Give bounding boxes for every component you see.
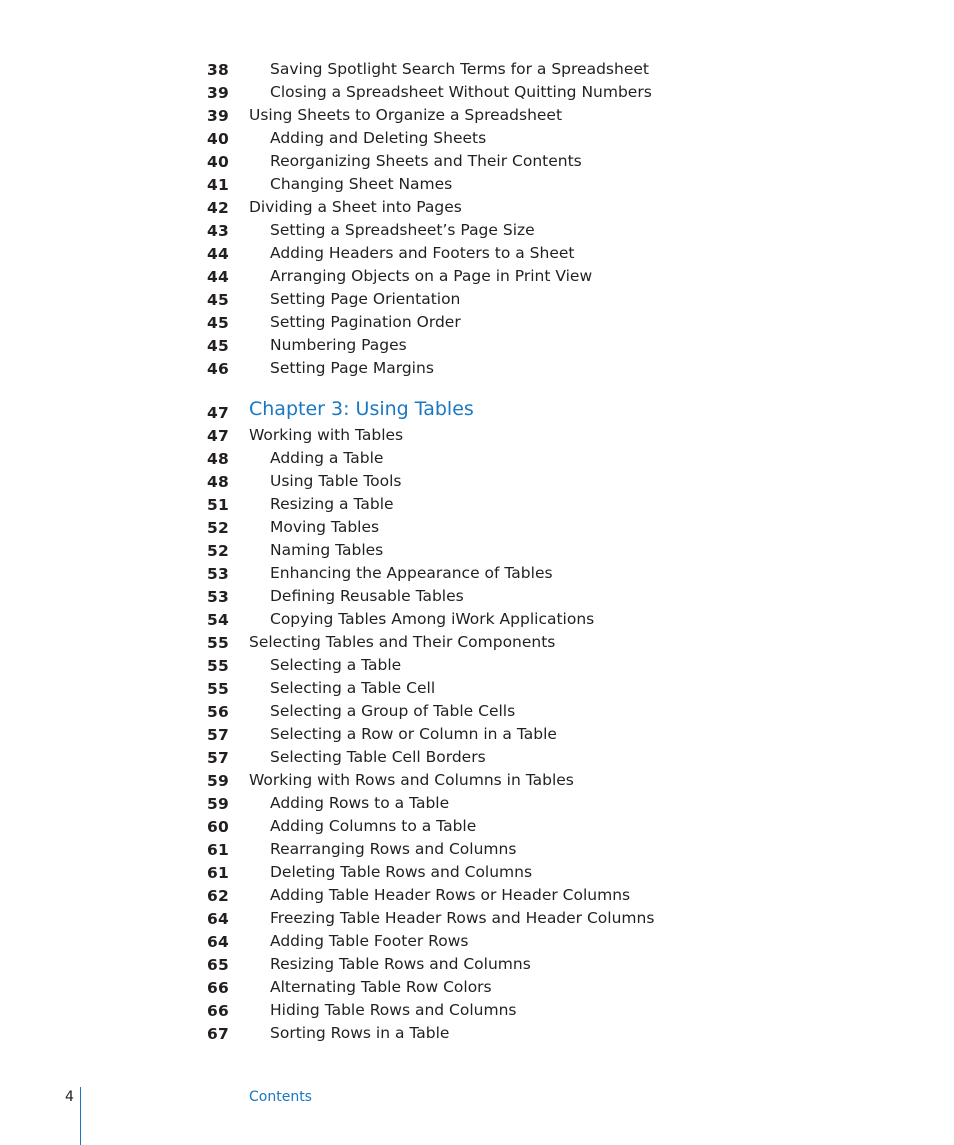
toc-entry[interactable] [0,608,954,631]
toc-entry[interactable] [0,953,954,976]
toc-entry-title: Adding Rows to a Table [270,794,450,812]
toc-entry-title: Hiding Table Rows and Columns [270,1001,517,1019]
toc-entry-title: Changing Sheet Names [270,175,453,193]
toc-entry[interactable] [0,677,954,700]
toc-entry-title: Adding Table Footer Rows [270,932,469,950]
toc-entry-title: Deleting Table Rows and Columns [270,863,533,881]
toc-entry-title: Working with Tables [249,426,404,444]
toc-page-number: 61 [207,841,229,859]
footer-page-number: 4 [65,1089,74,1105]
toc-page-number: 44 [207,245,229,263]
toc-entry[interactable] [0,127,954,150]
toc-page-number: 43 [207,222,229,240]
toc-entry[interactable] [0,334,954,357]
toc-page-number: 67 [207,1025,229,1043]
toc-entry-title: Adding Headers and Footers to a Sheet [270,244,575,262]
toc-section-entry[interactable] [0,104,954,127]
toc-entry-title: Arranging Objects on a Page in Print View [270,267,593,285]
toc-entry[interactable] [0,265,954,288]
toc-entry-title: Selecting a Row or Column in a Table [270,725,557,743]
toc-entry-title: Naming Tables [270,541,384,559]
toc-entry-title: Rearranging Rows and Columns [270,840,517,858]
toc-page-number: 45 [207,337,229,355]
toc-entry-title: Adding Table Header Rows or Header Columns [270,886,631,904]
toc-entry[interactable] [0,447,954,470]
toc-entry-title: Using Table Tools [270,472,402,490]
toc-entry-title: Moving Tables [270,518,380,536]
toc-entry-title: Using Sheets to Organize a Spreadsheet [249,106,563,124]
toc-page-number: 59 [207,772,229,790]
toc-section-entry[interactable] [0,769,954,792]
toc-page-number: 47 [207,427,229,445]
toc-page-number: 55 [207,657,229,675]
toc-page-number: 60 [207,818,229,836]
toc-page-number: 42 [207,199,229,217]
toc-section-entry[interactable] [0,196,954,219]
toc-entry[interactable] [0,585,954,608]
toc-entry[interactable] [0,539,954,562]
toc-page-number: 41 [207,176,229,194]
toc-page-number: 53 [207,565,229,583]
toc-entry-title: Selecting a Group of Table Cells [270,702,516,720]
toc-entry[interactable] [0,150,954,173]
toc-entry-title: Setting Page Orientation [270,290,461,308]
toc-entry[interactable] [0,219,954,242]
toc-page-number: 64 [207,910,229,928]
toc-entry[interactable] [0,999,954,1022]
toc-entry[interactable] [0,242,954,265]
footer-divider [80,1087,81,1145]
toc-page-number: 44 [207,268,229,286]
toc-entry-title: Resizing Table Rows and Columns [270,955,531,973]
toc-page-number: 46 [207,360,229,378]
toc-page-number: 57 [207,726,229,744]
toc-entry-title: Dividing a Sheet into Pages [249,198,462,216]
toc-entry-title: Saving Spotlight Search Terms for a Spreadsheet [270,60,649,78]
toc-page-number: 65 [207,956,229,974]
toc-entry[interactable] [0,792,954,815]
toc-entry-title: Alternating Table Row Colors [270,978,492,996]
toc-entry-title: Enhancing the Appearance of Tables [270,564,553,582]
toc-page-number: 39 [207,84,229,102]
toc-entry-title: Numbering Pages [270,336,407,354]
toc-page-number: 48 [207,473,229,491]
toc-page-number: 39 [207,107,229,125]
toc-entry[interactable] [0,907,954,930]
toc-section-before [0,58,954,380]
toc-entry[interactable] [0,700,954,723]
toc-entry-title: Working with Rows and Columns in Tables [249,771,574,789]
toc-entry[interactable] [0,470,954,493]
toc-entry[interactable] [0,311,954,334]
toc-entry[interactable] [0,815,954,838]
toc-section-entry[interactable] [0,424,954,447]
toc-page-number: 55 [207,634,229,652]
toc-page-number: 66 [207,979,229,997]
toc-entry[interactable] [0,357,954,380]
chapter-page-number: 47 [207,404,229,422]
chapter-title: Chapter 3: Using Tables [249,398,474,420]
toc-page-number: 62 [207,887,229,905]
toc-entry[interactable] [0,884,954,907]
toc-entry-title: Adding Columns to a Table [270,817,477,835]
toc-section-after [0,424,954,1045]
chapter-heading[interactable] [0,398,954,424]
toc-page-number: 52 [207,519,229,537]
toc-entry[interactable] [0,562,954,585]
toc-page-number: 52 [207,542,229,560]
toc-entry[interactable] [0,746,954,769]
toc-entry-title: Freezing Table Header Rows and Header Columns [270,909,655,927]
toc-entry[interactable] [0,976,954,999]
toc-entry-title: Defining Reusable Tables [270,587,464,605]
toc-page-number: 55 [207,680,229,698]
toc-page-number: 45 [207,291,229,309]
toc-entry-title: Setting Pagination Order [270,313,461,331]
toc-page-number: 59 [207,795,229,813]
toc-page-number: 56 [207,703,229,721]
toc-entry[interactable] [0,288,954,311]
toc-page-number: 45 [207,314,229,332]
toc-page-number: 40 [207,130,229,148]
table-of-contents [0,58,954,1045]
toc-entry[interactable] [0,861,954,884]
toc-page-number: 61 [207,864,229,882]
toc-entry[interactable] [0,654,954,677]
toc-entry[interactable] [0,838,954,861]
toc-entry[interactable] [0,173,954,196]
toc-page-number: 66 [207,1002,229,1020]
toc-page-number: 40 [207,153,229,171]
toc-section-entry[interactable] [0,631,954,654]
toc-entry[interactable] [0,723,954,746]
toc-entry-title: Adding and Deleting Sheets [270,129,487,147]
toc-entry-title: Selecting a Table [270,656,402,674]
toc-entry[interactable] [0,516,954,539]
toc-entry[interactable] [0,81,954,104]
toc-entry-title: Selecting Table Cell Borders [270,748,486,766]
toc-entry-title: Selecting Tables and Their Components [249,633,556,651]
footer-section-link[interactable]: Contents [249,1089,312,1105]
toc-page-number: 53 [207,588,229,606]
toc-entry-title: Closing a Spreadsheet Without Quitting Numbers [270,83,652,101]
toc-entry-title: Copying Tables Among iWork Applications [270,610,595,628]
toc-entry-title: Setting Page Margins [270,359,434,377]
toc-page-number: 51 [207,496,229,514]
toc-page-number: 38 [207,61,229,79]
toc-entry-title: Setting a Spreadsheet’s Page Size [270,221,535,239]
toc-entry[interactable] [0,1022,954,1045]
toc-entry-title: Sorting Rows in a Table [270,1024,450,1042]
toc-entry[interactable] [0,58,954,81]
toc-entry-title: Resizing a Table [270,495,394,513]
toc-entry-title: Selecting a Table Cell [270,679,436,697]
toc-page-number: 57 [207,749,229,767]
toc-entry-title: Adding a Table [270,449,384,467]
toc-page-number: 48 [207,450,229,468]
toc-page-number: 64 [207,933,229,951]
toc-entry[interactable] [0,930,954,953]
toc-page-number: 54 [207,611,229,629]
toc-entry-title: Reorganizing Sheets and Their Contents [270,152,582,170]
toc-entry[interactable] [0,493,954,516]
